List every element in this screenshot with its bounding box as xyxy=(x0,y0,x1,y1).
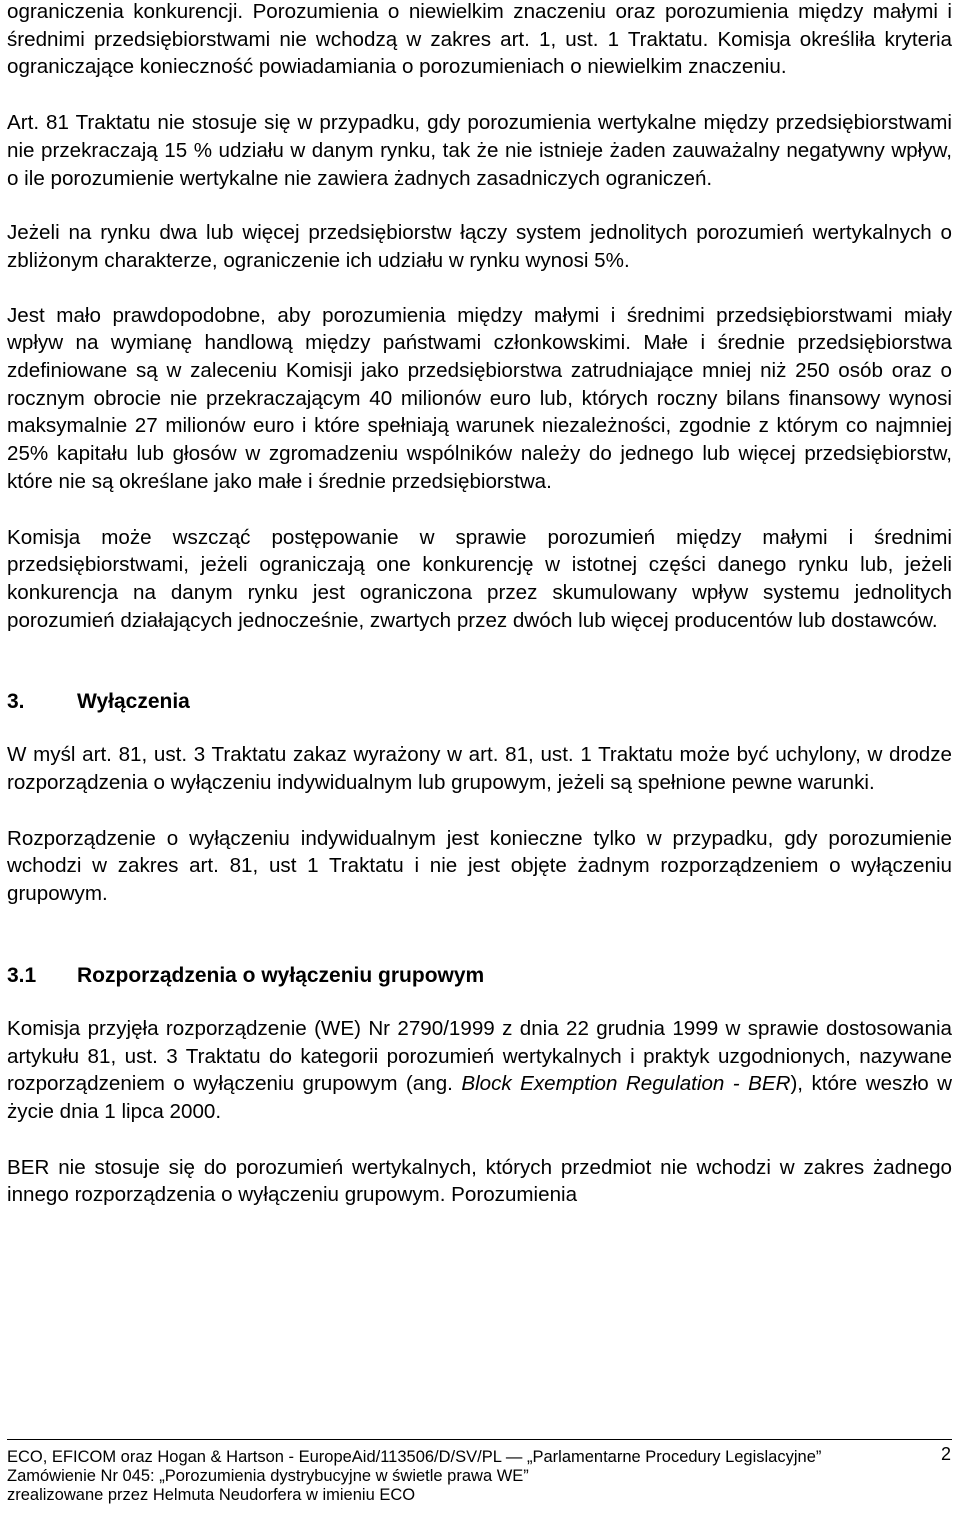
paragraph-text: Komisja przyjęła rozporządzenie (WE) Nr 2790/1999 z dnia 22 grudnia 1999 w sprawie dostosowania artykułu 81, ust. 3 Traktatu do kategorii porozumień wertykalnych i praktyk uzgodnionych, nazywane rozporządzeniem o wyłączeniu grupowym (ang. xyxy=(7,1016,952,1096)
footer-line: ECO, EFICOM oraz Hogan & Hartson - EuropeAid/113506/D/SV/PL — „Parlamentarne Procedury Legislacyjne” xyxy=(7,1448,822,1466)
section-heading xyxy=(7,688,952,716)
subsection-heading xyxy=(7,962,952,990)
paragraph xyxy=(7,1015,952,1126)
paragraph: Rozporządzenie o wyłączeniu indywidualnym jest konieczne tylko w przypadku, gdy porozumienie wchodzi w zakres art. 81, ust 1 Traktatu i nie jest objęte żadnym rozporządzeniem o wyłączeniu grupowym. xyxy=(7,826,952,906)
footer-line: Zamówienie Nr 045: „Porozumienia dystrybucyjne w świetle prawa WE” xyxy=(7,1467,529,1485)
italic-term: Block Exemption Regulation - BER xyxy=(461,1072,791,1096)
document-body xyxy=(7,0,952,1209)
paragraph: Jest mało prawdopodobne, aby porozumienia między małymi i średnimi przedsiębiorstwami miały wpływ na wymianę handlową między państwami członkowskimi. Małe i średnie przedsiębiorstwa zdefiniowane są w zaleceniu Komisji jako przedsiębiorstwa zatrudniające mniej niż 250 osób oraz o rocznym obrocie nie przekraczającym 40 milionów euro lub, których roczny bilans finansowy wynosi maksymalnie 27 milionów euro i które spełniają warunek niezależności, zgodnie z którym co najmniej 25% kapitału lub głosów w zgromadzeniu wspólników należy do jednego lub więcej przedsiębiorstw, które nie są określane jako małe i średnie przedsiębiorstwa. xyxy=(7,303,952,493)
section-number: 3. xyxy=(7,690,25,714)
paragraph: ograniczenia konkurencji. Porozumienia o niewielkim znaczeniu oraz porozumienia między małymi i średnimi przedsiębiorstwami nie wchodzą w zakres art. 1, ust. 1 Traktatu. Komisja określiła kryteria ograniczające konieczność powiadamiania o porozumieniach o niewielkim znaczeniu. xyxy=(7,0,952,79)
paragraph: Jeżeli na rynku dwa lub więcej przedsiębiorstw łączy system jednolitych porozumień wertykalnych o zbliżonym charakterze, ograniczenie ich udziału w rynku wynosi 5%. xyxy=(7,221,952,272)
paragraph: Art. 81 Traktatu nie stosuje się w przypadku, gdy porozumienia wertykalne między przedsiębiorstwami nie przekraczają 15 % udziału w danym rynku, tak że nie istnieje żaden zauważalny negatywny wpływ, o ile porozumienie wertykalne nie zawiera żadnych zasadniczych ograniczeń. xyxy=(7,111,952,190)
paragraph: W myśl art. 81, ust. 3 Traktatu zakaz wyrażony w art. 81, ust. 1 Traktatu może być uchylony, w drodze rozporządzenia o wyłączeniu indywidualnym lub grupowym, jeżeli są spełnione pewne warunki. xyxy=(7,743,952,795)
page-number: 2 xyxy=(940,1444,951,1464)
paragraph: BER nie stosuje się do porozumień wertykalnych, których przedmiot nie wchodzi w zakres żadnego innego rozporządzenia o wyłączeniu grupowym. Porozumienia xyxy=(7,1155,952,1207)
section-title: Wyłączenia xyxy=(77,690,190,714)
subsection-title: Rozporządzenia o wyłączeniu grupowym xyxy=(77,963,485,987)
paragraph: Komisja może wszcząć postępowanie w sprawie porozumień między małymi i średnimi przedsiębiorstwami, jeżeli ograniczają one konkurencję w istotnej części danego rynku lub, jeżeli konkurencja na danym rynku jest ograniczona przez skumulowany wpływ systemu jednolitych porozumień działających jednocześnie, zwartych przez dwóch lub więcej producentów lub dostawców. xyxy=(7,525,952,632)
footer-line: zrealizowane przez Helmuta Neudorfera w imieniu ECO xyxy=(7,1486,416,1504)
paragraph-text: ), które weszło w życie dnia 1 lipca 2000. xyxy=(7,1072,952,1123)
subsection-number: 3.1 xyxy=(7,963,37,987)
page-footer xyxy=(7,1439,952,1505)
